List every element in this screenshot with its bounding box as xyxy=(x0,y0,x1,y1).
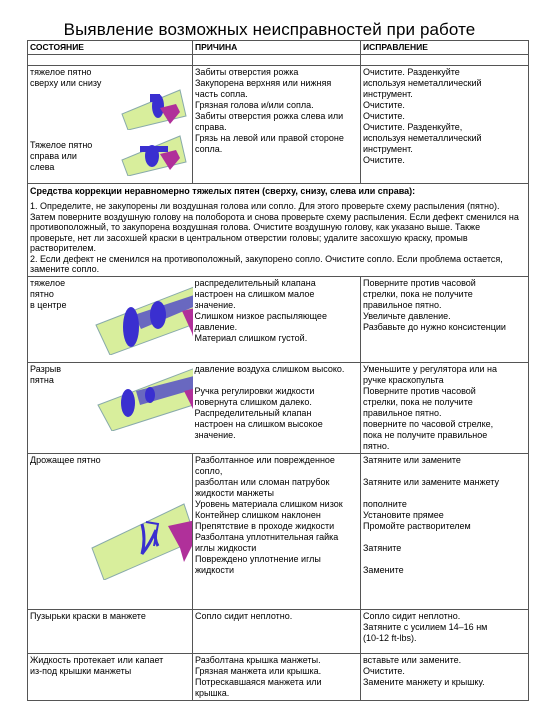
header-fix: ИСПРАВЛЕНИЕ xyxy=(361,41,529,55)
table-row xyxy=(28,362,529,453)
spray-illustration-side xyxy=(120,132,188,176)
spray-illustration-flutter xyxy=(84,494,193,580)
cause-cell: Разболтанное или поврежденное сопло, разболтан или сломан патрубок жидкости манжеты Уровень материала слишком низок Контейнер слишком наклонен Препятствие в проходе жидкости Разболтана уплотнительная гайка иглы жидкости Повреждено уплотнение иглы жидкости xyxy=(193,453,361,609)
table-row xyxy=(28,653,529,700)
cause-cell: Разболтана крышка манжеты. Грязная манжета или крышка. Потрескавшаяся манжета или крышка. xyxy=(193,653,361,700)
state-bottom-text: Тяжелое пятно справа или слева xyxy=(30,140,93,172)
fix-cell: Очистите. Разденкуйте используя неметаллический инструмент. Очистите. Очистите. Очистите. Разденкуйте, используя неметаллический инструмент. Очистите. xyxy=(361,66,529,184)
fix-cell: Сопло сидит неплотно. Затяните с усилием 14–16 нм (10-12 ft-lbs). xyxy=(361,609,529,653)
spray-illustration-center xyxy=(86,285,193,355)
correction-row xyxy=(28,184,529,277)
fix-cell: вставьте или замените. Очистите. Замените манжету и крышку. xyxy=(361,653,529,700)
state-cell: Пузырьки краски в манжете xyxy=(28,609,193,653)
state-cell: Жидкость протекает или капает из-под крышки манжеты xyxy=(28,653,193,700)
state-text: Дрожащее пятно xyxy=(30,454,101,465)
troubleshooting-table xyxy=(27,40,529,701)
table-row xyxy=(28,609,529,653)
cause-cell: Сопло сидит неплотно. xyxy=(193,609,361,653)
table-header xyxy=(28,41,529,55)
cause-cell: распределительный клапана настроен на слишком малое значение. Слишком низкое распыляющее давление. Материал слишком густой. xyxy=(193,276,361,362)
table-row xyxy=(28,453,529,609)
page-title: Выявление возможных неисправностей при работе xyxy=(63,20,476,39)
cause-cell: Забиты отверстия рожка Закупорена верхняя или нижняя часть сопла. Грязная голова и/или сопла. Забиты отверстия рожка слева или справа. Грязь на левой или правой стороне сопла. xyxy=(193,66,361,184)
correction-paragraph-2: 2. Если дефект не сменился на противоположный, закупорено сопло. Очистите сопло. Если проблема остается, замените сопло. xyxy=(30,253,503,274)
fix-cell: Затяните или замените Затяните или замените манжету пополните Установите прямее Промойте растворителем Затяните Замените xyxy=(361,453,529,609)
spray-illustration-split xyxy=(88,365,193,431)
header-state: СОСТОЯНИЕ xyxy=(28,41,193,55)
state-text: тяжелое пятно в центре xyxy=(30,277,67,310)
correction-heading: Средства коррекции неравномерно тяжелых пятен (сверху, снизу, слева или справа): xyxy=(30,186,416,196)
spray-illustration-top xyxy=(120,86,188,130)
state-text: Разрыв пятна xyxy=(30,363,61,385)
fix-cell: Уменьшите у регулятора или на ручке краскопульта Поверните против часовой стрелки, пока не получите правильное пятно. поверните по часовой стрелке, пока не получите правильное пятно. xyxy=(361,362,529,453)
header-cause: ПРИЧИНА xyxy=(193,41,361,55)
table-row xyxy=(28,66,529,184)
table-row xyxy=(28,276,529,362)
cause-cell: давление воздуха слишком высоко. Ручка регулировки жидкости повернута слишком далеко. Распределительный клапан настроен на слишком высокое значение. xyxy=(193,362,361,453)
fix-cell: Поверните против часовой стрелки, пока не получите правильное пятно. Увеличьте давление. Разбавьте до нужно консистенции xyxy=(361,276,529,362)
correction-paragraph-1: 1. Определите, не закупорены ли воздушная голова или сопло. Для этого проверьте схему распыления (пятно). Затем поверните воздушную голову на полоборота и снова проверьте схему распыления. Если дефект сменился на противоположный, то закупорена воздушная голова. Очистите воздушную голову, как указано выше. Также проверьте, нет ли засохшей краски в центральном отверстии головы; удалите засохшую краску, промыв растворителем. xyxy=(30,201,519,253)
state-top-text: тяжелое пятно сверху или снизу xyxy=(30,67,102,88)
